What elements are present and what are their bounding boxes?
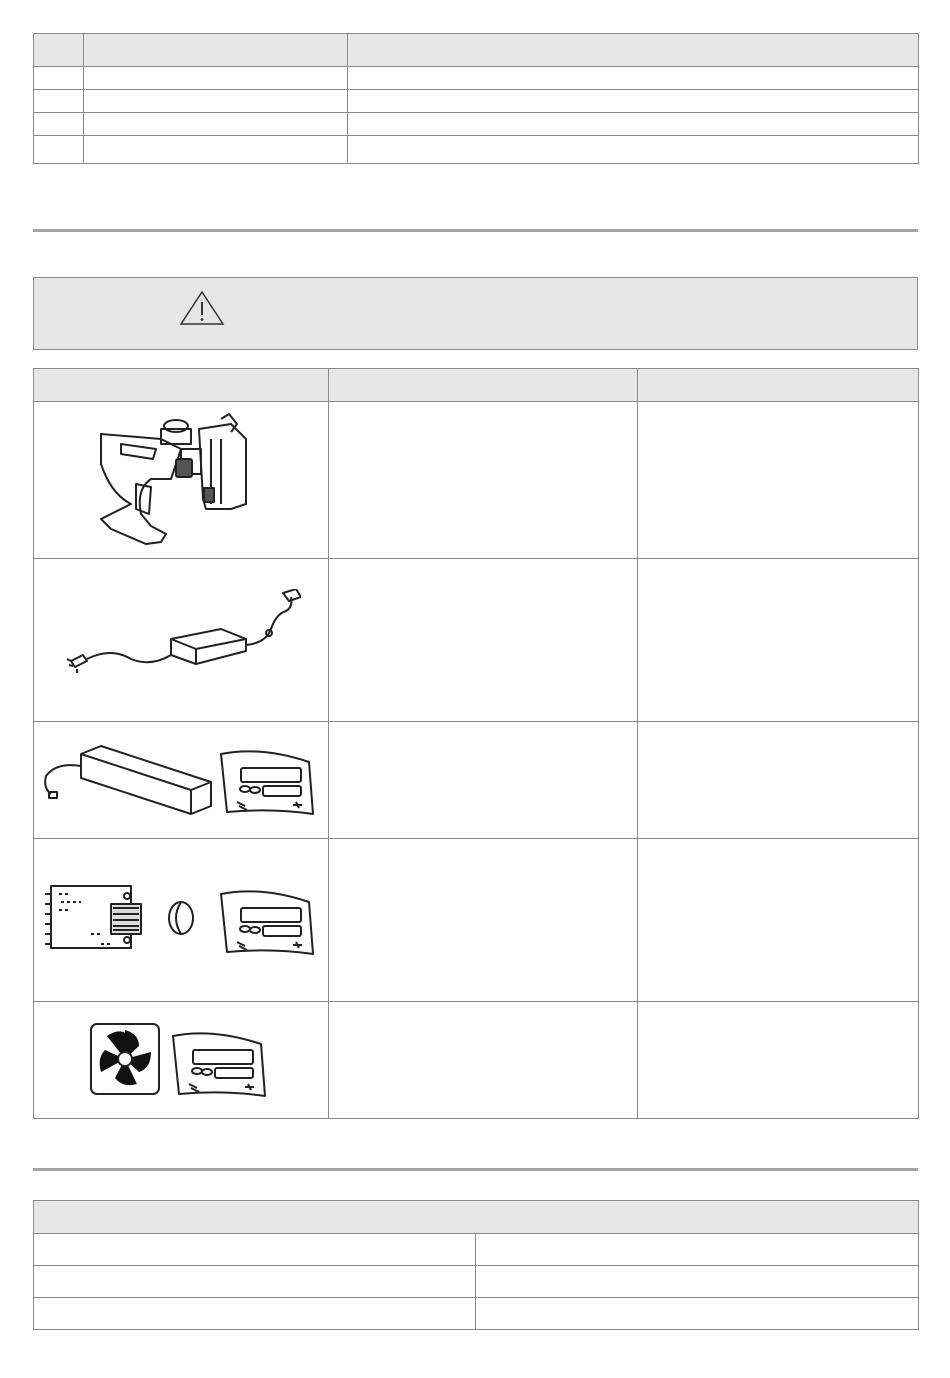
ferrite-ring-icon <box>169 902 193 934</box>
part-number <box>638 402 919 559</box>
battery-pack-image <box>41 734 321 824</box>
table-cell <box>476 1266 919 1298</box>
table-cell <box>84 67 348 90</box>
part-image-cell <box>34 839 329 1002</box>
part-number <box>638 722 919 839</box>
section-divider <box>33 229 918 232</box>
table-cell <box>34 136 84 164</box>
table-cell <box>34 1266 476 1298</box>
column-header <box>638 369 919 402</box>
table-cell <box>34 1234 476 1266</box>
part-number <box>638 559 919 722</box>
warning-box <box>33 277 918 350</box>
part-description <box>329 839 638 1002</box>
part-number <box>638 1002 919 1119</box>
column-header <box>329 369 638 402</box>
table-cell <box>34 67 84 90</box>
label-sheet-icon <box>173 1033 265 1096</box>
table-cell <box>84 113 348 136</box>
table-row <box>34 1298 919 1330</box>
table-cell <box>348 90 919 113</box>
table-row <box>34 113 919 136</box>
table-cell <box>34 113 84 136</box>
table-row <box>34 722 919 839</box>
top-table-header <box>34 34 919 67</box>
section-divider <box>33 1168 918 1171</box>
warning-triangle-icon <box>179 290 225 331</box>
column-header <box>348 34 919 67</box>
top-table <box>33 33 919 164</box>
table-cell <box>476 1298 919 1330</box>
table-row <box>34 402 919 559</box>
table-cell <box>34 1298 476 1330</box>
table-row <box>34 559 919 722</box>
column-header <box>34 369 329 402</box>
table-row <box>34 90 919 113</box>
table-row <box>34 67 919 90</box>
parts-table-header <box>34 369 919 402</box>
table-row <box>34 1234 919 1266</box>
table-row <box>34 1266 919 1298</box>
bottom-table-header <box>34 1201 919 1234</box>
table-cell <box>34 90 84 113</box>
label-sheet-icon <box>221 891 313 954</box>
column-header <box>84 34 348 67</box>
part-image-cell <box>34 722 329 839</box>
part-description <box>329 1002 638 1119</box>
mounting-clamp-bracket-image <box>81 404 281 554</box>
table-header <box>34 1201 919 1234</box>
column-header <box>34 34 84 67</box>
table-row <box>34 136 919 164</box>
table-cell <box>348 136 919 164</box>
circuit-board-image <box>41 874 321 964</box>
part-description <box>329 559 638 722</box>
label-sheet-icon <box>221 751 313 814</box>
table-cell <box>348 113 919 136</box>
table-row <box>34 839 919 1002</box>
part-description <box>329 722 638 839</box>
part-image-cell <box>34 402 329 559</box>
part-number <box>638 839 919 1002</box>
part-image-cell <box>34 559 329 722</box>
table-cell <box>84 90 348 113</box>
parts-table <box>33 368 919 1119</box>
cooling-fan-image <box>81 1014 281 1104</box>
table-cell <box>348 67 919 90</box>
power-adapter-image <box>61 589 301 689</box>
table-cell <box>84 136 348 164</box>
table-row <box>34 1002 919 1119</box>
bottom-table <box>33 1200 919 1330</box>
table-cell <box>476 1234 919 1266</box>
part-image-cell <box>34 1002 329 1119</box>
part-description <box>329 402 638 559</box>
